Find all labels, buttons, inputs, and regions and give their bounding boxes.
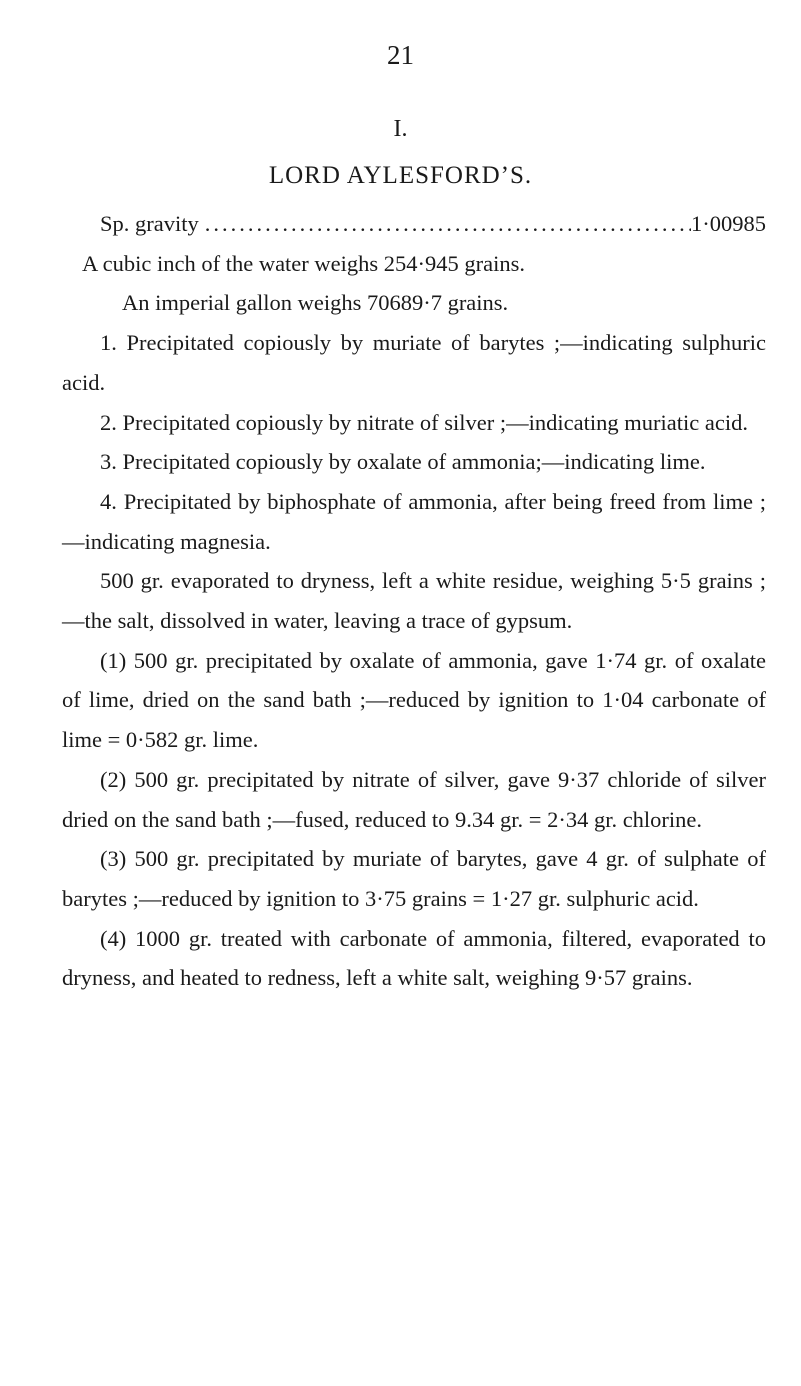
section-numeral: I.: [393, 116, 408, 142]
paragraph-analysis-2: (2) 500 gr. precipitated by nitrate of silver, gave 9·37 chloride of silver dried on the sand bath ;—fused, reduced to 9.34 gr. = 2·34 gr. chlorine.: [62, 766, 766, 832]
paragraph-test-4: 4. Precipitated by biphosphate of ammonia, after being freed from lime ;—indicating magnesia.: [62, 488, 766, 554]
paragraph-test-2: 2. Precipitated copiously by nitrate of silver ;—indicating muriatic acid.: [100, 409, 748, 435]
paragraph-cubic-inch: A cubic inch of the water weighs 254·945 grains.: [82, 250, 526, 276]
paragraph-analysis-3: (3) 500 gr. precipitated by muriate of barytes, gave 4 gr. of sulphate of barytes ;—reduced by ignition to 3·75 grains = 1·27 gr. sulphuric acid.: [62, 846, 766, 911]
paragraph-analysis-4: (4) 1000 gr. treated with carbonate of ammonia, filtered, evaporated to dryness, and heated to redness, left a white salt, weighing 9·57 grains.: [62, 925, 766, 991]
gravity-label: Sp. gravity: [100, 211, 199, 236]
paragraph-evaporation: 500 gr. evaporated to dryness, left a white residue, weighing 5·5 grains ;—the salt, dissolved in water, leaving a trace of gypsum.: [62, 568, 766, 634]
dot-leader: [199, 204, 691, 244]
paragraph-test-3: 3. Precipitated copiously by oxalate of ammonia;—indicating lime.: [100, 449, 706, 475]
paragraph-imperial-gallon: An imperial gallon weighs 70689·7 grains.: [122, 290, 509, 316]
paragraph-analysis-1: (1) 500 gr. precipitated by oxalate of ammonia, gave 1·74 gr. of oxalate of lime, dried on the sand bath ;—reduced by ignition to 1·04 carbonate of lime = 0·582 gr. lime.: [62, 647, 766, 753]
body-text: [62, 204, 766, 998]
specific-gravity-line: [62, 204, 766, 244]
gravity-value: 1·00985: [691, 211, 766, 236]
paragraph-test-1: 1. Precipitated copiously by muriate of barytes ;—indicating sulphuric acid.: [62, 330, 766, 395]
section-title: LORD AYLESFORD’S.: [268, 162, 533, 189]
page-number: 21: [387, 40, 414, 70]
